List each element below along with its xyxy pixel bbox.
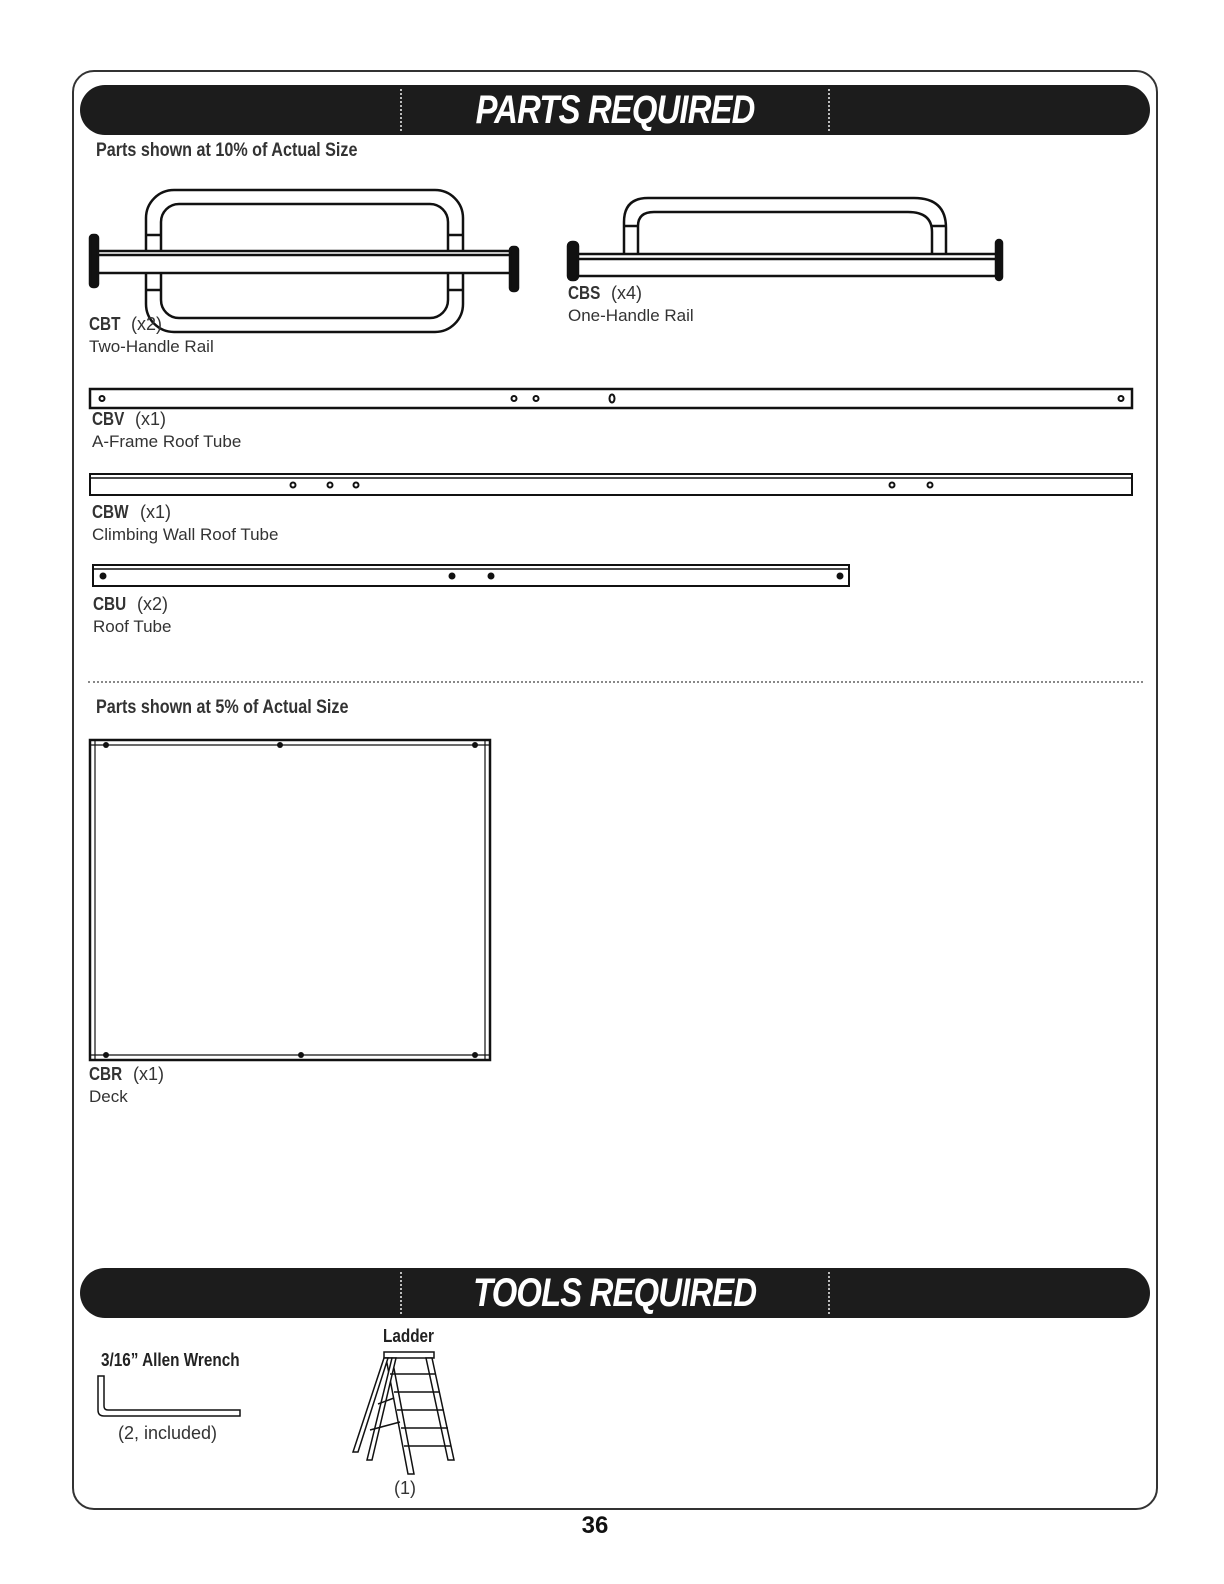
- part-code-cbt: CBT (x2): [89, 314, 163, 334]
- cbu-roof-tube-drawing: [91, 563, 853, 589]
- part-name-cbr: Deck: [89, 1087, 128, 1106]
- section-divider: [88, 681, 1143, 683]
- part-code-cbw: CBW (x1): [92, 502, 172, 522]
- tools-required-title: TOOLS REQUIRED: [473, 1270, 757, 1315]
- scale-note-10: Parts shown at 10% of Actual Size: [96, 140, 358, 161]
- part-code-cbv: CBV (x1): [92, 409, 167, 429]
- parts-required-banner: [80, 85, 1150, 135]
- tool-name-allen-wrench: 3/16” Allen Wrench: [101, 1350, 240, 1370]
- tool-qty-ladder: (1): [394, 1478, 416, 1498]
- page-number: 36: [581, 1512, 609, 1539]
- tools-required-banner: [80, 1268, 1150, 1318]
- cbr-deck-drawing: [88, 738, 494, 1064]
- part-code-cbs: CBS (x4): [568, 283, 643, 303]
- part-code-cbr: CBR (x1): [89, 1064, 165, 1084]
- part-name-cbv: A-Frame Roof Tube: [92, 432, 242, 451]
- part-name-cbu: Roof Tube: [93, 617, 172, 636]
- part-name-cbt: Two-Handle Rail: [89, 337, 214, 356]
- cbs-one-handle-rail-drawing: [562, 192, 1012, 288]
- tool-qty-allen-wrench: (2, included): [118, 1423, 218, 1443]
- part-name-cbw: Climbing Wall Roof Tube: [92, 525, 279, 544]
- part-code-cbu: CBU (x2): [93, 594, 169, 614]
- parts-required-title: PARTS REQUIRED: [475, 87, 755, 132]
- allen-wrench-icon: [94, 1372, 244, 1422]
- part-name-cbs: One-Handle Rail: [568, 306, 694, 325]
- scale-note-5: Parts shown at 5% of Actual Size: [96, 697, 349, 718]
- cbv-roof-tube-drawing: [88, 386, 1136, 412]
- ladder-icon: [348, 1350, 458, 1480]
- cbw-roof-tube-drawing: [88, 472, 1136, 498]
- tool-name-ladder: Ladder: [383, 1326, 435, 1346]
